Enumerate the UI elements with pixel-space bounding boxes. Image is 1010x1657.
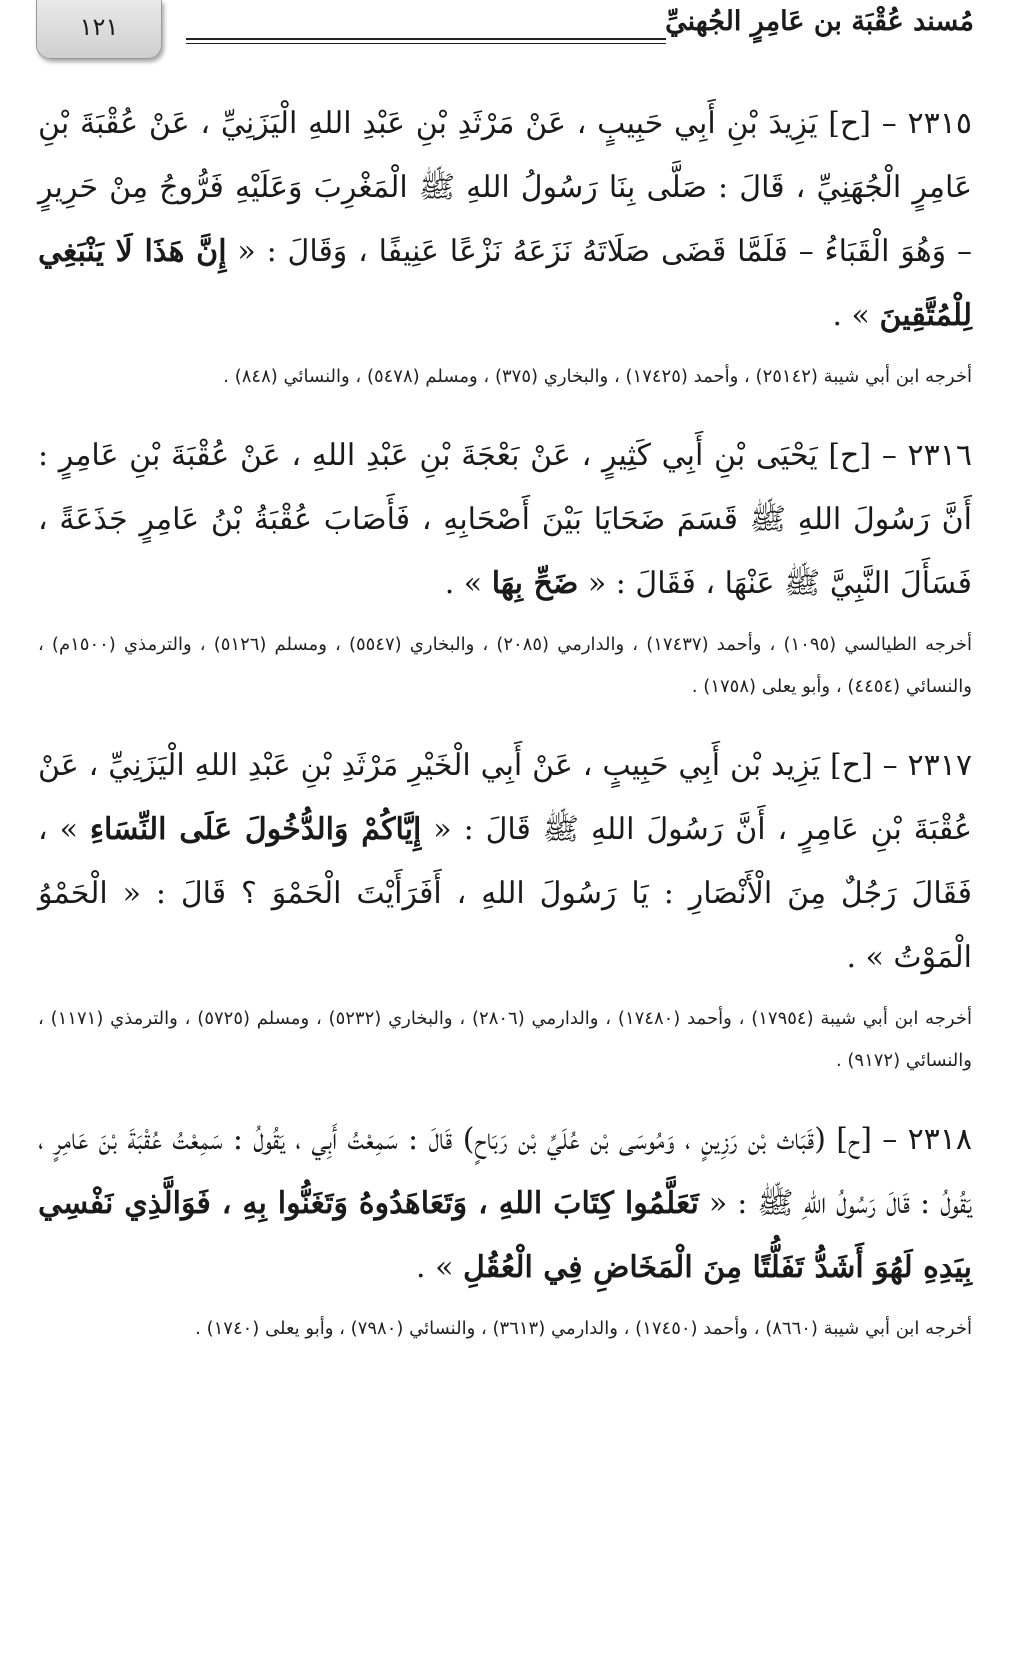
hadith-text-end: » . xyxy=(416,1250,454,1285)
hadith-text: [ح] يَزِيد بْن أَبِي حَبِيبٍ ، عَنْ أَبِي الْخَيْرِ مَرْثَدِ بْنِ عَبْدِ اللهِ الْيَزَنِيِّ ، عَنْ عُقْبَةَ بْنِ عَامِرٍ ، أَنَّ رَسُولَ اللهِ ﷺ قَالَ : « xyxy=(38,748,972,847)
hadith-quote: إِنَّ هَذَا لَا يَنْبَغِي لِلْمُتَّقِينَ xyxy=(38,234,972,333)
hadith-text: [ح] يَحْيَى بْنِ أَبِي كَثِيرٍ ، عَنْ بَعْجَةَ بْنِ عَبْدِ اللهِ ، عَنْ عُقْبَةَ بْنِ عَامِرٍ : أَنَّ رَسُولَ اللهِ ﷺ قَسَمَ ضَحَايَا بَيْنَ أَصْحَابِهِ ، فَأَصَابَ عُقْبَةُ بْنُ عَامِرٍ جَذَعَةً ، فَسَأَلَ النَّبِيَّ ﷺ عَنْهَا ، فَقَالَ : « xyxy=(38,438,972,601)
hadith-text-end: » . xyxy=(444,566,483,601)
takhrij-note: أخرجه ابن أبي شيبة (١٧٩٥٤) ، وأحمد (١٧٤٨٠) ، والدارمي (٢٨٠٦) ، والبخاري (٥٢٣٢) ، ومسلم (٥٧٢٥) ، والترمذي (١١٧١) ، والنسائي (٩١٧٢) . xyxy=(38,1008,972,1071)
hadith-entry xyxy=(38,1108,972,1300)
hadith-text: [ح] يَزِيدَ بْنِ أَبِي حَبِيبٍ ، عَنْ مَرْثَدِ بْنِ عَبْدِ اللهِ الْيَزَنِيِّ ، عَنْ عُقْبَةَ بْنِ عَامِرٍ الْجُهَنِيِّ ، قَالَ : صَلَّى بِنَا رَسُولُ اللهِ ﷺ الْمَغْرِبَ وَعَلَيْهِ فَرُّوجُ مِنْ حَرِيرٍ – وَهُوَ الْقَبَاءُ – فَلَمَّا قَضَى صَلَاتَهُ نَزَعَهُ نَزْعًا عَنِيفًا ، وَقَالَ : « xyxy=(38,106,972,269)
hadith-entry xyxy=(38,424,972,616)
hadith-text-end: » ، فَقَالَ رَجُلٌ مِنَ الْأَنْصَارِ : يَا رَسُولَ اللهِ ، أَفَرَأَيْتَ الْحَمْوَ ؟ قَالَ : « الْحَمْوُ الْمَوْتُ » . xyxy=(38,812,972,975)
hadith-entry xyxy=(38,92,972,348)
page-number: ١٢١ xyxy=(79,13,119,41)
takhrij-note: أخرجه ابن أبي شيبة (٢٥١٤٢) ، وأحمد (١٧٤٢٥) ، والبخاري (٣٧٥) ، ومسلم (٥٤٧٨) ، والنسائي (٨٤٨) . xyxy=(223,366,972,387)
hadith-quote: ضَحِّ بِهَا xyxy=(491,566,579,601)
running-title: مُسند عُقْبَة بن عَامِرٍ الجُهنيِّ xyxy=(665,6,974,37)
hadith-number: ٢٣١٧ – xyxy=(882,748,972,783)
page-number-tab xyxy=(36,0,162,59)
hadith-text-end: » . xyxy=(832,298,870,333)
hadith-text: [ح] (قَبَاث بْن رَزِينٍ ، وَمُوسَى بْن عُلَيِّ بْن رَبَاحٍ) قَالَ : سَمِعْتُ أَبِي ، يَقُولُ : سَمِعْتُ عُقْبَةَ بْنَ عَامِرٍ ، يَقُولُ : قَالَ رَسُولُ اللهِ ﷺ : « xyxy=(38,1122,972,1221)
hadith-quote: تَعَلَّمُوا كِتَابَ اللهِ ، وَتَعَاهَدُوهُ وَتَغَنُّوا بِهِ ، فَوَالَّذِي نَفْسِي بِيَدِهِ لَهُوَ أَشَدُّ تَفَلُّتًا مِنَ الْمَخَاضِ فِي الْعُقُلِ xyxy=(38,1186,972,1285)
takhrij-note: أخرجه الطيالسي (١٠٩٥) ، وأحمد (١٧٤٣٧) ، والدارمي (٢٠٨٥) ، والبخاري (٥٥٤٧) ، ومسلم (٥١٢٦) ، والترمذي (١٥٠٠م) ، والنسائي (٤٤٥٤) ، وأبو يعلى (١٧٥٨) . xyxy=(38,634,972,697)
takhrij-note: أخرجه ابن أبي شيبة (٨٦٦٠) ، وأحمد (١٧٤٥٠) ، والدارمي (٣٦١٣) ، والنسائي (٧٩٨٠) ، وأبو يعلى (١٧٤٠) . xyxy=(195,1318,972,1339)
hadith-number: ٢٣١٨ – xyxy=(882,1122,973,1157)
hadith-number: ٢٣١٥ – xyxy=(881,106,972,141)
page-body xyxy=(38,92,972,1376)
hadith-number: ٢٣١٦ – xyxy=(881,438,972,473)
page-header xyxy=(0,0,1010,70)
hadith-quote: إِيَّاكُمْ وَالدُّخُولَ عَلَى النِّسَاءِ xyxy=(89,812,422,847)
header-rule xyxy=(186,38,666,44)
hadith-entry xyxy=(38,734,972,990)
